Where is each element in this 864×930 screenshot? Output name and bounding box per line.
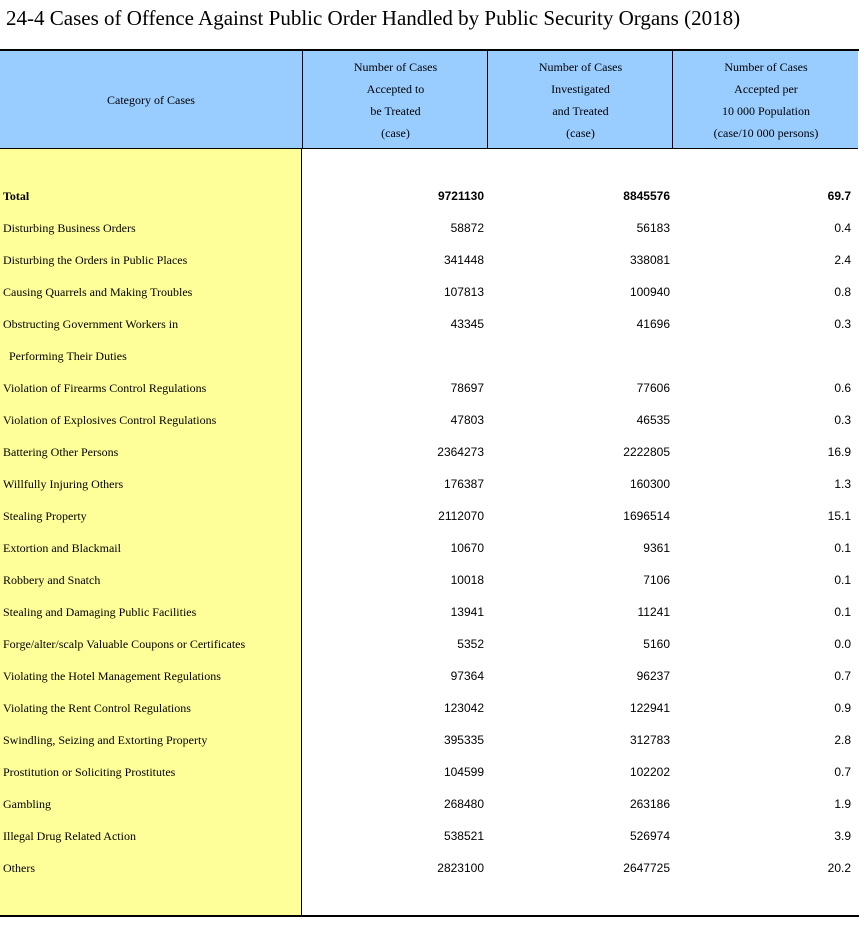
accepted-cell: 10018 bbox=[450, 573, 484, 587]
header-accepted bbox=[302, 51, 488, 148]
table-row bbox=[0, 469, 858, 501]
accepted-cell: 123042 bbox=[443, 701, 484, 715]
category-cell: Causing Quarrels and Making Troubles bbox=[3, 285, 193, 299]
investigated-cell: 526974 bbox=[629, 829, 670, 843]
category-cell: Stealing and Damaging Public Facilities bbox=[3, 605, 197, 619]
category-cell: Swindling, Seizing and Extorting Property bbox=[3, 733, 208, 747]
per-population-cell: 0.0 bbox=[834, 637, 851, 651]
investigated-cell: 56183 bbox=[636, 221, 670, 235]
table-rows bbox=[0, 181, 858, 885]
table-row bbox=[0, 373, 858, 405]
per-population-cell: 3.9 bbox=[834, 829, 851, 843]
per-population-cell: 0.3 bbox=[834, 413, 851, 427]
accepted-cell: 43345 bbox=[450, 317, 484, 331]
category-cell: Disturbing the Orders in Public Places bbox=[3, 253, 188, 267]
table-row bbox=[0, 533, 858, 565]
per-population-cell: 1.3 bbox=[834, 477, 851, 491]
category-cell: Illegal Drug Related Action bbox=[3, 829, 136, 843]
table-row bbox=[0, 725, 858, 757]
category-cell: Stealing Property bbox=[3, 509, 87, 523]
table-row bbox=[0, 789, 858, 821]
table-row bbox=[0, 693, 858, 725]
per-population-cell: 20.2 bbox=[827, 861, 851, 875]
investigated-cell: 7106 bbox=[643, 573, 670, 587]
per-population-cell: 0.6 bbox=[834, 381, 851, 395]
table-row bbox=[0, 629, 858, 661]
table-row bbox=[0, 213, 858, 245]
investigated-cell: 160300 bbox=[629, 477, 670, 491]
accepted-cell: 395335 bbox=[443, 733, 484, 747]
per-population-cell: 15.1 bbox=[827, 509, 851, 523]
table-row-total bbox=[0, 181, 858, 213]
header-line: Investigated bbox=[551, 81, 610, 96]
per-population-cell: 0.8 bbox=[834, 285, 851, 299]
investigated-cell: 46535 bbox=[636, 413, 670, 427]
header-line: Accepted to bbox=[366, 81, 425, 96]
header-line: (case) bbox=[566, 125, 595, 140]
investigated-cell: 96237 bbox=[636, 669, 670, 683]
accepted-cell: 2112070 bbox=[438, 509, 484, 523]
table-row bbox=[0, 405, 858, 437]
table-row bbox=[0, 277, 858, 309]
accepted-cell: 2364273 bbox=[437, 445, 484, 459]
category-cell: Disturbing Business Orders bbox=[3, 221, 136, 235]
per-population-cell: 0.4 bbox=[834, 221, 851, 235]
category-cell: Performing Their Duties bbox=[9, 349, 127, 363]
category-cell: Battering Other Persons bbox=[3, 445, 119, 459]
header-line: and Treated bbox=[552, 103, 609, 118]
category-cell: Violation of Explosives Control Regulations bbox=[3, 413, 217, 427]
category-cell: Others bbox=[3, 861, 35, 875]
investigated-cell: 11241 bbox=[637, 605, 670, 619]
header-line: Number of Cases bbox=[353, 59, 438, 74]
category-cell: Violating the Rent Control Regulations bbox=[3, 701, 191, 715]
accepted-cell: 47803 bbox=[450, 413, 484, 427]
header-line: 10 000 Population bbox=[721, 103, 810, 118]
table-row bbox=[0, 437, 858, 469]
table-body bbox=[0, 149, 858, 915]
header-line: (case) bbox=[381, 125, 410, 140]
investigated-cell: 9361 bbox=[643, 541, 670, 555]
accepted-cell: 9721130 bbox=[437, 189, 484, 203]
table-title: 24-4 Cases of Offence Against Public Order Handled by Public Security Organs (2018) bbox=[6, 6, 741, 30]
table-row bbox=[0, 565, 858, 597]
category-cell: Willfully Injuring Others bbox=[3, 477, 124, 491]
per-population-cell: 0.1 bbox=[834, 573, 851, 587]
per-population-cell: 1.9 bbox=[834, 797, 851, 811]
header-category bbox=[0, 51, 302, 148]
category-cell: Prostitution or Soliciting Prostitutes bbox=[3, 765, 176, 779]
per-population-cell: 2.4 bbox=[834, 253, 851, 267]
investigated-cell: 312783 bbox=[629, 733, 670, 747]
per-population-cell: 0.7 bbox=[834, 765, 851, 779]
accepted-cell: 5352 bbox=[457, 637, 484, 651]
accepted-cell: 78697 bbox=[450, 381, 484, 395]
category-cell: Total bbox=[3, 189, 30, 203]
table-row bbox=[0, 245, 858, 277]
category-cell: Violation of Firearms Control Regulations bbox=[3, 381, 207, 395]
investigated-cell: 102202 bbox=[629, 765, 670, 779]
category-cell: Obstructing Government Workers in bbox=[3, 317, 179, 331]
per-population-cell: 0.1 bbox=[834, 541, 851, 555]
accepted-cell: 268480 bbox=[443, 797, 484, 811]
accepted-cell: 2823100 bbox=[437, 861, 484, 875]
investigated-cell: 5160 bbox=[643, 637, 670, 651]
accepted-cell: 107813 bbox=[443, 285, 484, 299]
investigated-cell: 338081 bbox=[629, 253, 670, 267]
investigated-cell: 41696 bbox=[636, 317, 670, 331]
per-population-cell: 0.3 bbox=[834, 317, 851, 331]
accepted-cell: 538521 bbox=[443, 829, 484, 843]
category-cell: Violating the Hotel Management Regulations bbox=[3, 669, 221, 683]
header-line: be Treated bbox=[370, 103, 421, 118]
header-line: Number of Cases bbox=[538, 59, 623, 74]
header-line: (case/10 000 persons) bbox=[713, 125, 819, 140]
investigated-cell: 77606 bbox=[636, 381, 670, 395]
investigated-cell: 122941 bbox=[629, 701, 670, 715]
table-row bbox=[0, 821, 858, 853]
accepted-cell: 104599 bbox=[443, 765, 484, 779]
table-row-continuation bbox=[0, 341, 858, 373]
accepted-cell: 13941 bbox=[450, 605, 484, 619]
table-header bbox=[0, 51, 858, 149]
table-row bbox=[0, 309, 858, 341]
accepted-cell: 176387 bbox=[443, 477, 484, 491]
category-cell: Forge/alter/scalp Valuable Coupons or Certificates bbox=[3, 637, 246, 651]
table-row bbox=[0, 661, 858, 693]
accepted-cell: 58872 bbox=[450, 221, 484, 235]
per-population-cell: 69.7 bbox=[827, 189, 851, 203]
investigated-cell: 1696514 bbox=[623, 509, 670, 523]
accepted-cell: 341448 bbox=[443, 253, 484, 267]
table-row bbox=[0, 853, 858, 885]
investigated-cell: 263186 bbox=[629, 797, 670, 811]
header-line: Accepted per bbox=[734, 81, 798, 96]
investigated-cell: 8845576 bbox=[623, 189, 670, 203]
category-cell: Extortion and Blackmail bbox=[3, 541, 121, 555]
per-population-cell: 2.8 bbox=[834, 733, 851, 747]
header-line: Number of Cases bbox=[724, 59, 808, 74]
per-population-cell: 0.7 bbox=[834, 669, 851, 683]
per-population-cell: 0.9 bbox=[834, 701, 851, 715]
table-row bbox=[0, 597, 858, 629]
investigated-cell: 2647725 bbox=[623, 861, 670, 875]
per-population-cell: 16.9 bbox=[827, 445, 851, 459]
investigated-cell: 100940 bbox=[629, 285, 670, 299]
category-cell: Gambling bbox=[3, 797, 51, 811]
category-cell: Robbery and Snatch bbox=[3, 573, 101, 587]
header-investigated bbox=[487, 51, 673, 148]
table-row bbox=[0, 501, 858, 533]
accepted-cell: 97364 bbox=[450, 669, 484, 683]
header-category-label: Category of Cases bbox=[107, 92, 195, 107]
investigated-cell: 2222805 bbox=[623, 445, 670, 459]
table-row bbox=[0, 757, 858, 789]
bottom-rule bbox=[0, 915, 859, 917]
per-population-cell: 0.1 bbox=[834, 605, 851, 619]
accepted-cell: 10670 bbox=[450, 541, 484, 555]
header-per-population bbox=[672, 51, 859, 148]
